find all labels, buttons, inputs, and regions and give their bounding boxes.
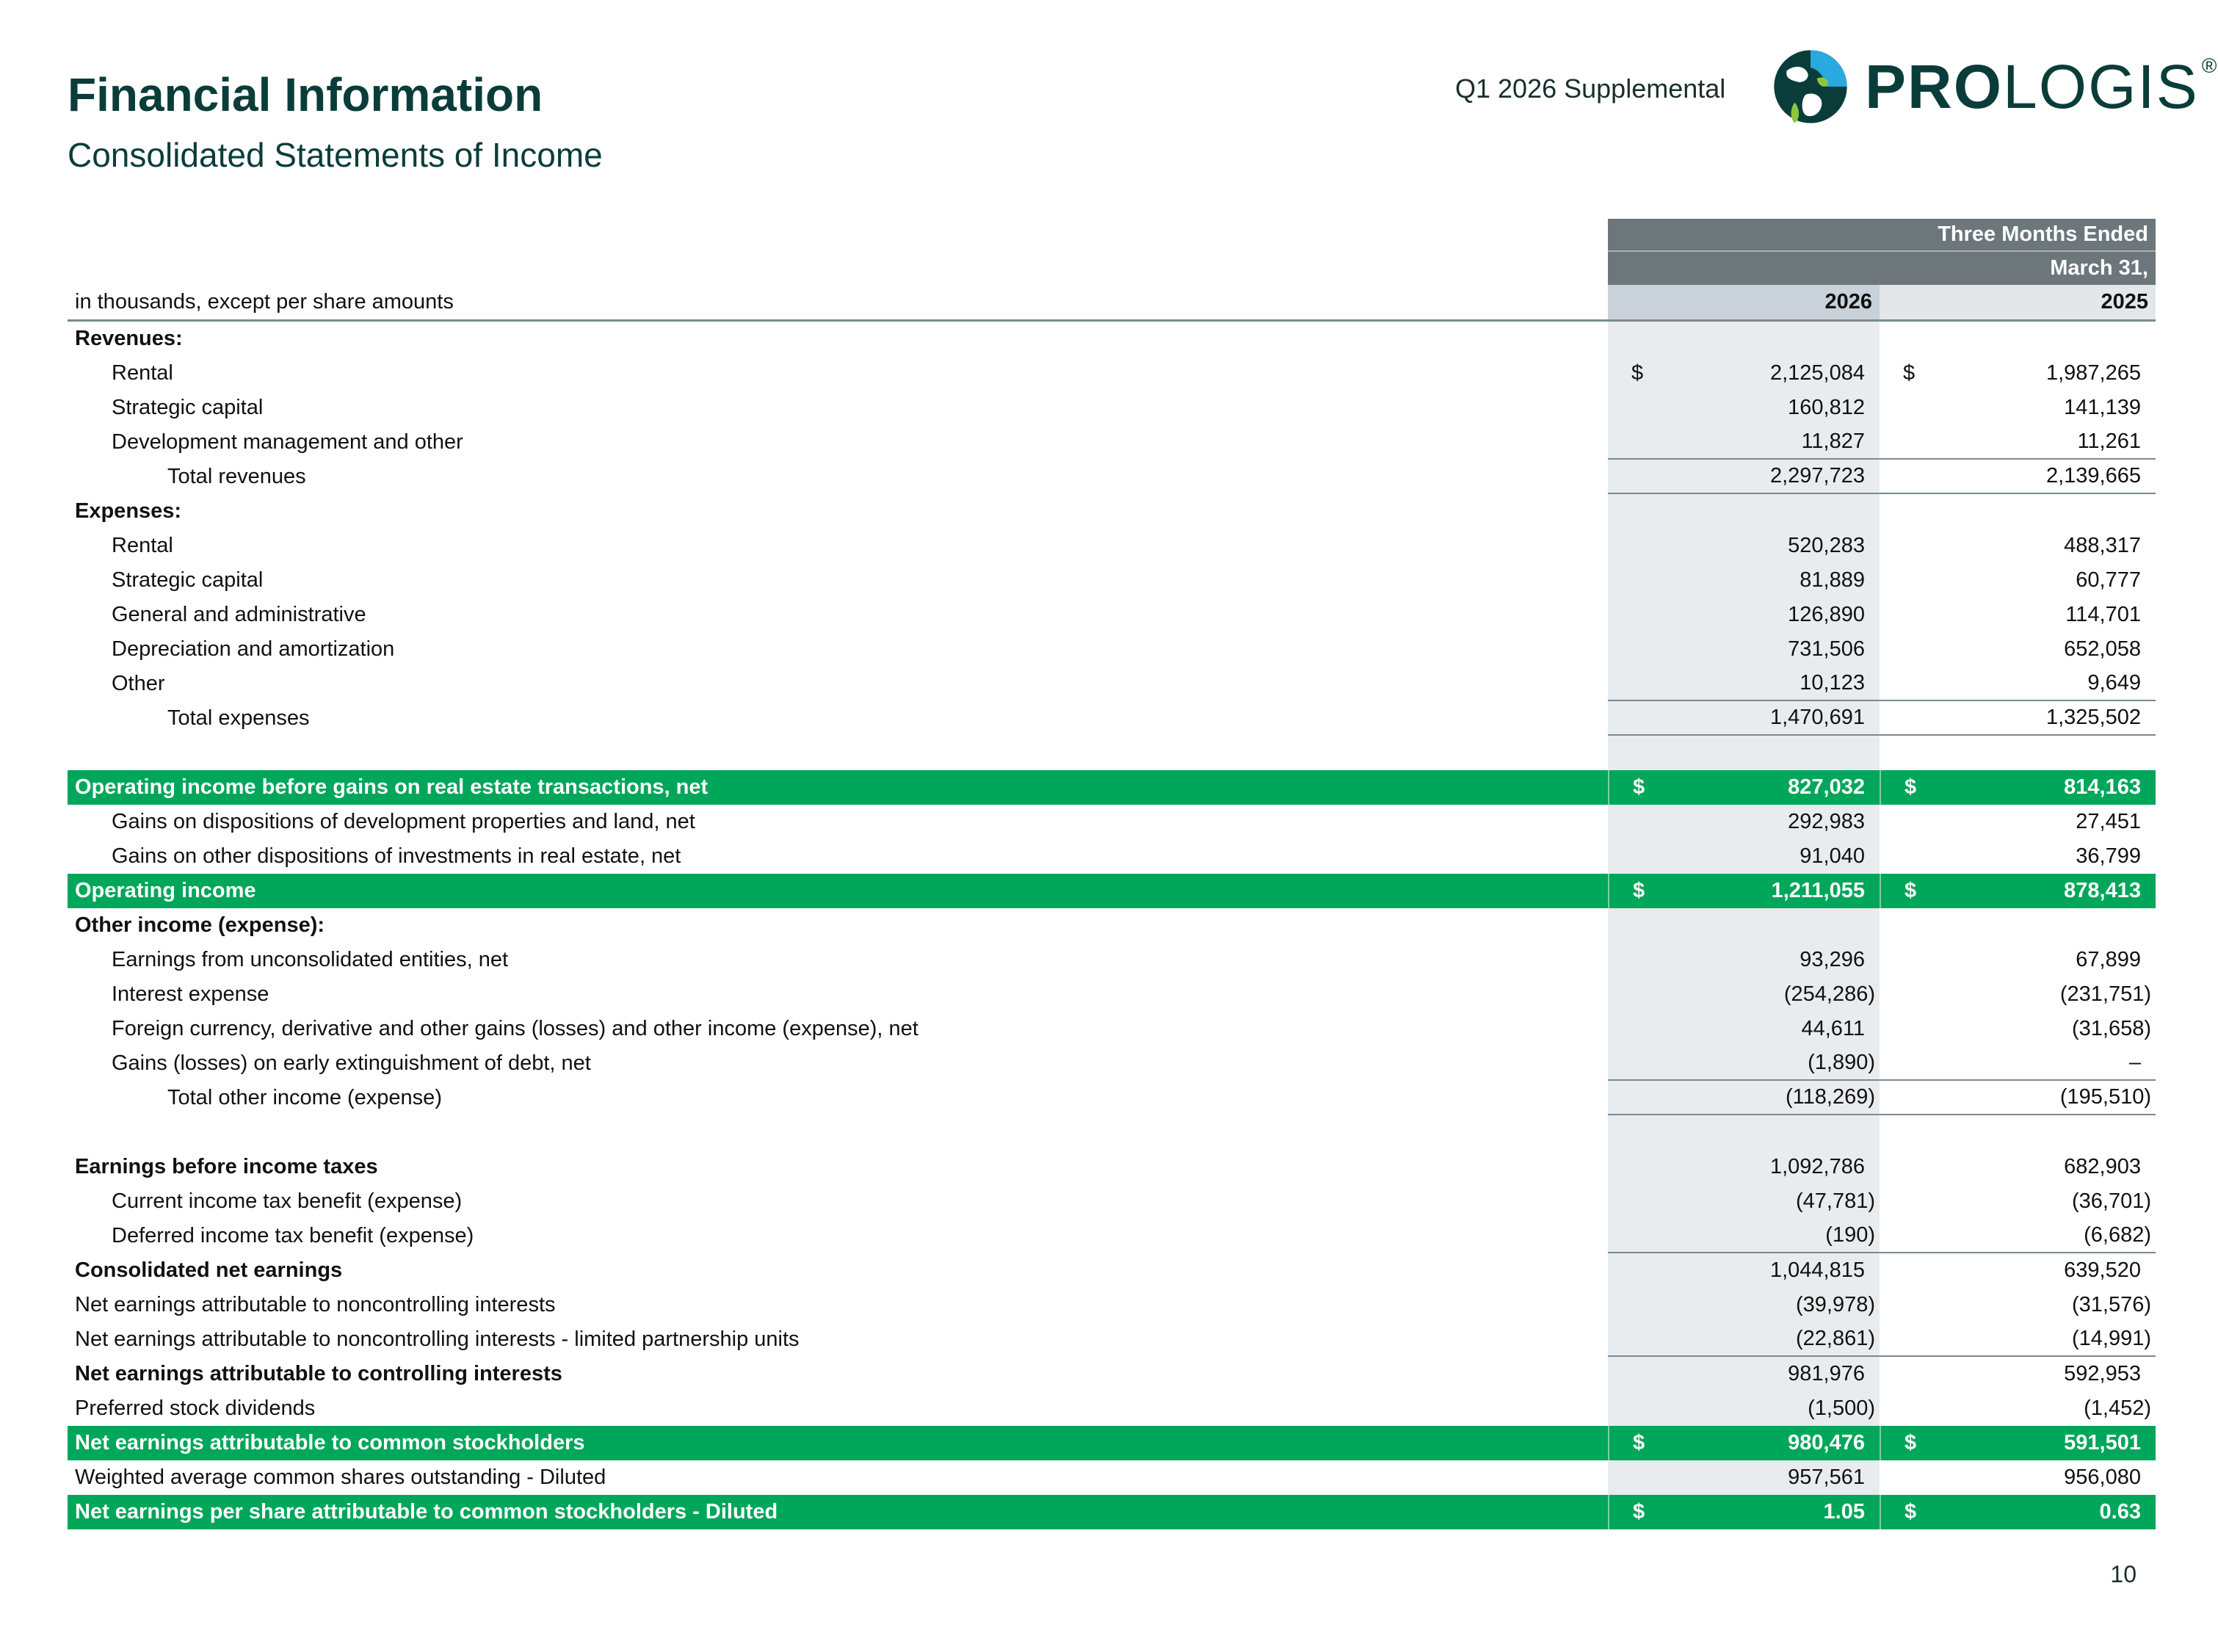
value-2026-cell [1608, 736, 1880, 770]
value-2025: 652,058 [2064, 637, 2141, 661]
value-2025-cell [1880, 632, 2156, 667]
table-row [68, 1288, 2156, 1322]
value-2026: (118,269) [1786, 1085, 1875, 1109]
row-label: Gains on dispositions of development properties and land, net [112, 810, 695, 833]
value-2026: 981,976 [1788, 1362, 1865, 1385]
value-2026: 91,040 [1800, 844, 1865, 868]
currency-symbol: $ [1903, 361, 1916, 385]
value-2025: 682,903 [2064, 1155, 2141, 1178]
value-2026-cell [1608, 1495, 1880, 1529]
row-label: Earnings from unconsolidated entities, net [112, 948, 509, 971]
row-label: Preferred stock dividends [75, 1396, 316, 1420]
value-2026-cell [1608, 391, 1880, 425]
row-label: Net earnings attributable to controlling interests [75, 1362, 562, 1385]
value-2026-cell [1608, 322, 1880, 356]
value-2026-cell [1608, 977, 1880, 1012]
value-2026-cell [1608, 667, 1880, 701]
row-label: Operating income [75, 879, 256, 902]
row-label: Foreign currency, derivative and other gains (losses) and other income (expense), net [112, 1017, 918, 1040]
value-2026-cell [1608, 460, 1880, 494]
value-2025-cell [1880, 1460, 2156, 1495]
value-2026-cell [1608, 1253, 1880, 1288]
row-label: Total revenues [167, 465, 306, 488]
value-2025-cell [1880, 1012, 2156, 1046]
value-2025-cell [1880, 322, 2156, 356]
value-2025: 814,163 [2064, 775, 2141, 799]
value-2025: 2,139,665 [2045, 464, 2141, 488]
value-2026-cell [1608, 805, 1880, 839]
value-2025-cell [1880, 667, 2156, 701]
table-row [68, 391, 2156, 425]
value-2026: (1,500) [1808, 1396, 1875, 1420]
value-2026: 827,032 [1788, 775, 1865, 799]
value-2026: 93,296 [1800, 948, 1865, 971]
table-row [68, 1184, 2156, 1219]
table-row [68, 529, 2156, 563]
value-2025: (36,701) [2071, 1189, 2151, 1213]
value-2026: 1.05 [1823, 1500, 1865, 1524]
value-2026: 1,211,055 [1771, 879, 1865, 902]
year-header-row [68, 285, 2156, 322]
value-2025: 27,451 [2076, 810, 2141, 833]
value-2025: 114,701 [2065, 603, 2141, 626]
table-row [68, 598, 2156, 632]
income-statement-table [68, 219, 2156, 1529]
period-header-row-1 [68, 219, 2156, 252]
globe-logo-icon [1771, 47, 1850, 126]
value-2025-cell [1880, 1426, 2156, 1460]
table-row [68, 770, 2156, 805]
currency-symbol: $ [1633, 1431, 1645, 1454]
table-row [68, 563, 2156, 598]
value-2026: 126,890 [1788, 603, 1865, 626]
value-2026: 292,983 [1788, 810, 1865, 833]
row-label: Operating income before gains on real estate transactions, net [75, 775, 708, 799]
row-label: Strategic capital [112, 568, 264, 592]
value-2026: 980,476 [1788, 1431, 1865, 1454]
value-2025: 67,899 [2076, 948, 2141, 971]
value-2026: 1,092,786 [1769, 1155, 1865, 1178]
value-2025-cell [1880, 460, 2156, 494]
row-label: Total expenses [167, 706, 310, 730]
row-label: Development management and other [112, 430, 463, 454]
value-2025: 591,501 [2064, 1431, 2141, 1454]
value-2025-cell [1880, 1046, 2156, 1081]
value-2026-cell [1608, 494, 1880, 529]
value-2025-cell [1880, 391, 2156, 425]
value-2026: 10,123 [1800, 671, 1865, 695]
value-2026-cell [1608, 908, 1880, 943]
value-2025-cell [1880, 356, 2156, 391]
row-label: Strategic capital [112, 396, 264, 419]
row-label: Deferred income tax benefit (expense) [112, 1224, 474, 1247]
table-row [68, 908, 2156, 943]
value-2026: (254,286) [1783, 982, 1875, 1006]
value-2026-cell [1608, 1184, 1880, 1219]
currency-symbol: $ [1631, 361, 1644, 385]
supplemental-label: Q1 2026 Supplemental [1455, 73, 1726, 104]
table-row [68, 1357, 2156, 1391]
page-number: 10 [2110, 1561, 2137, 1587]
table-row [68, 1081, 2156, 1115]
row-label: Net earnings attributable to noncontrolling interests - limited partnership units [75, 1327, 800, 1351]
value-2025-cell [1880, 701, 2156, 736]
value-2026-cell [1608, 1219, 1880, 1253]
value-2025: (31,658) [2071, 1017, 2151, 1040]
currency-symbol: $ [1633, 879, 1645, 902]
row-label: Current income tax benefit (expense) [112, 1189, 463, 1213]
row-label: Total other income (expense) [167, 1086, 442, 1109]
value-2026-cell [1608, 425, 1880, 460]
row-label: Other [112, 672, 165, 695]
value-2026-cell [1608, 1460, 1880, 1495]
currency-symbol: $ [1633, 1500, 1645, 1524]
value-2026: (39,978) [1795, 1293, 1875, 1316]
value-2025-cell [1880, 1184, 2156, 1219]
value-2025: 36,799 [2076, 844, 2141, 868]
table-row [68, 460, 2156, 494]
logo-wordmark [1865, 52, 2218, 121]
value-2026: 11,827 [1801, 430, 1865, 453]
logo-text-bold: PRO [1865, 52, 2004, 121]
value-2026-cell [1608, 839, 1880, 874]
value-2025: (195,510) [2059, 1085, 2151, 1109]
table-row [68, 1426, 2156, 1460]
year-2025-header: 2025 [1880, 285, 2156, 319]
row-label: Depreciation and amortization [112, 637, 395, 661]
period-header-march: March 31, [1608, 252, 2156, 285]
value-2026: (1,890) [1808, 1051, 1875, 1074]
value-2026-cell [1608, 1012, 1880, 1046]
value-2026: 44,611 [1801, 1017, 1865, 1040]
value-2025: 60,777 [2076, 568, 2141, 592]
table-row [68, 701, 2156, 736]
row-label: Revenues: [75, 327, 183, 350]
table-row [68, 874, 2156, 908]
value-2025: 592,953 [2064, 1362, 2141, 1385]
value-2026: 731,506 [1788, 637, 1865, 661]
table-row [68, 1322, 2156, 1357]
value-2026: 2,297,723 [1769, 464, 1865, 488]
value-2025: (14,991) [2071, 1327, 2151, 1350]
table-row [68, 1150, 2156, 1184]
value-2026-cell [1608, 356, 1880, 391]
table-row [68, 736, 2156, 770]
value-2025: 0.63 [2099, 1500, 2141, 1524]
value-2026-cell [1608, 874, 1880, 908]
period-header-three-months: Three Months Ended [1608, 219, 2156, 252]
period-header-row-2 [68, 252, 2156, 285]
value-2025-cell [1880, 529, 2156, 563]
value-2026: 520,283 [1788, 534, 1865, 557]
logo-text-light: LOGIS [2003, 52, 2199, 121]
table-row [68, 1115, 2156, 1150]
page-subtitle: Consolidated Statements of Income [68, 136, 603, 174]
table-row [68, 494, 2156, 529]
value-2026: 1,470,691 [1769, 706, 1865, 729]
row-label: Interest expense [112, 982, 269, 1006]
value-2025-cell [1880, 770, 2156, 805]
value-2025-cell [1880, 494, 2156, 529]
page-title: Financial Information [68, 68, 543, 121]
table-row [68, 1495, 2156, 1529]
row-label: Gains on other dispositions of investments in real estate, net [112, 844, 681, 868]
table-row [68, 322, 2156, 356]
value-2025: (6,682) [2084, 1223, 2151, 1247]
table-row [68, 1391, 2156, 1426]
value-2026: 1,044,815 [1769, 1258, 1865, 1282]
value-2025-cell [1880, 839, 2156, 874]
row-label: Net earnings per share attributable to common stockholders - Diluted [75, 1500, 778, 1524]
value-2026: 957,561 [1788, 1466, 1865, 1489]
value-2025-cell [1880, 1322, 2156, 1357]
row-label: Net earnings attributable to common stockholders [75, 1431, 585, 1454]
value-2025-cell [1880, 805, 2156, 839]
value-2025: 11,261 [2077, 430, 2141, 453]
value-2025: 878,413 [2064, 879, 2141, 902]
value-2025: 1,987,265 [2045, 361, 2141, 385]
value-2026-cell [1608, 1115, 1880, 1150]
table-row [68, 1012, 2156, 1046]
value-2025-cell [1880, 598, 2156, 632]
prologis-logo [1771, 47, 2218, 126]
value-2026-cell [1608, 529, 1880, 563]
value-2025: 9,649 [2087, 671, 2141, 695]
table-row [68, 977, 2156, 1012]
row-label: Other income (expense): [75, 913, 325, 937]
value-2025-cell [1880, 1253, 2156, 1288]
table-row [68, 1046, 2156, 1081]
value-2026: (22,861) [1795, 1327, 1875, 1350]
table-row [68, 632, 2156, 667]
value-2026-cell [1608, 701, 1880, 736]
value-2026-cell [1608, 1150, 1880, 1184]
value-2026-cell [1608, 1322, 1880, 1357]
value-2026-cell [1608, 770, 1880, 805]
row-label: General and administrative [112, 603, 366, 626]
value-2025-cell [1880, 1357, 2156, 1391]
value-2026-cell [1608, 598, 1880, 632]
currency-symbol: $ [1904, 879, 1917, 902]
value-2026-cell [1608, 632, 1880, 667]
row-label: Rental [112, 534, 173, 557]
table-body [68, 322, 2156, 1529]
value-2025-cell [1880, 977, 2156, 1012]
value-2026: (47,781) [1795, 1189, 1875, 1213]
table-row [68, 1460, 2156, 1495]
table-row [68, 805, 2156, 839]
row-label: Earnings before income taxes [75, 1155, 378, 1178]
value-2026-cell [1608, 1357, 1880, 1391]
value-2025-cell [1880, 908, 2156, 943]
logo-registered-mark: ® [2201, 54, 2218, 77]
currency-symbol: $ [1904, 775, 1917, 799]
value-2025: (231,751) [2059, 982, 2151, 1006]
table-row [68, 943, 2156, 977]
value-2025-cell [1880, 874, 2156, 908]
value-2025-cell [1880, 1288, 2156, 1322]
value-2025-cell [1880, 425, 2156, 460]
table-row [68, 667, 2156, 701]
table-row [68, 839, 2156, 874]
value-2026: (190) [1825, 1223, 1875, 1247]
value-2026-cell [1608, 943, 1880, 977]
currency-symbol: $ [1904, 1500, 1917, 1524]
value-2025-cell [1880, 1150, 2156, 1184]
value-2026-cell [1608, 1391, 1880, 1426]
table-row [68, 425, 2156, 460]
row-label: Consolidated net earnings [75, 1258, 343, 1282]
row-label: Expenses: [75, 499, 182, 523]
value-2025-cell [1880, 943, 2156, 977]
value-2025-cell [1880, 1495, 2156, 1529]
value-2025-cell [1880, 1081, 2156, 1115]
value-2025: – [2128, 1051, 2141, 1074]
value-2025-cell [1880, 1115, 2156, 1150]
value-2025: (1,452) [2084, 1396, 2151, 1420]
value-2026-cell [1608, 1081, 1880, 1115]
value-2025-cell [1880, 736, 2156, 770]
value-2025: (31,576) [2071, 1293, 2151, 1316]
value-2026: 160,812 [1788, 396, 1865, 419]
value-2026: 2,125,084 [1769, 361, 1865, 385]
value-2025: 141,139 [2064, 396, 2141, 419]
table-row [68, 1219, 2156, 1253]
value-2026-cell [1608, 1288, 1880, 1322]
table-row [68, 356, 2156, 391]
value-2026: 81,889 [1800, 568, 1865, 592]
row-label: Weighted average common shares outstanding - Diluted [75, 1466, 606, 1489]
value-2025: 639,520 [2064, 1258, 2141, 1282]
value-2026-cell [1608, 563, 1880, 598]
currency-symbol: $ [1904, 1431, 1917, 1454]
row-label: Rental [112, 361, 173, 385]
table-row [68, 1253, 2156, 1288]
value-2025: 1,325,502 [2045, 706, 2141, 729]
value-2025-cell [1880, 1391, 2156, 1426]
row-label: Net earnings attributable to noncontrolling interests [75, 1293, 556, 1316]
row-label: Gains (losses) on early extinguishment of debt, net [112, 1051, 591, 1075]
value-2025-cell [1880, 563, 2156, 598]
value-2025: 956,080 [2064, 1466, 2141, 1489]
currency-symbol: $ [1633, 775, 1645, 799]
value-2026-cell [1608, 1426, 1880, 1460]
value-2025: 488,317 [2064, 534, 2141, 557]
units-label: in thousands, except per share amounts [75, 290, 454, 314]
value-2025-cell [1880, 1219, 2156, 1253]
value-2026-cell [1608, 1046, 1880, 1081]
year-2026-header: 2026 [1608, 285, 1880, 319]
